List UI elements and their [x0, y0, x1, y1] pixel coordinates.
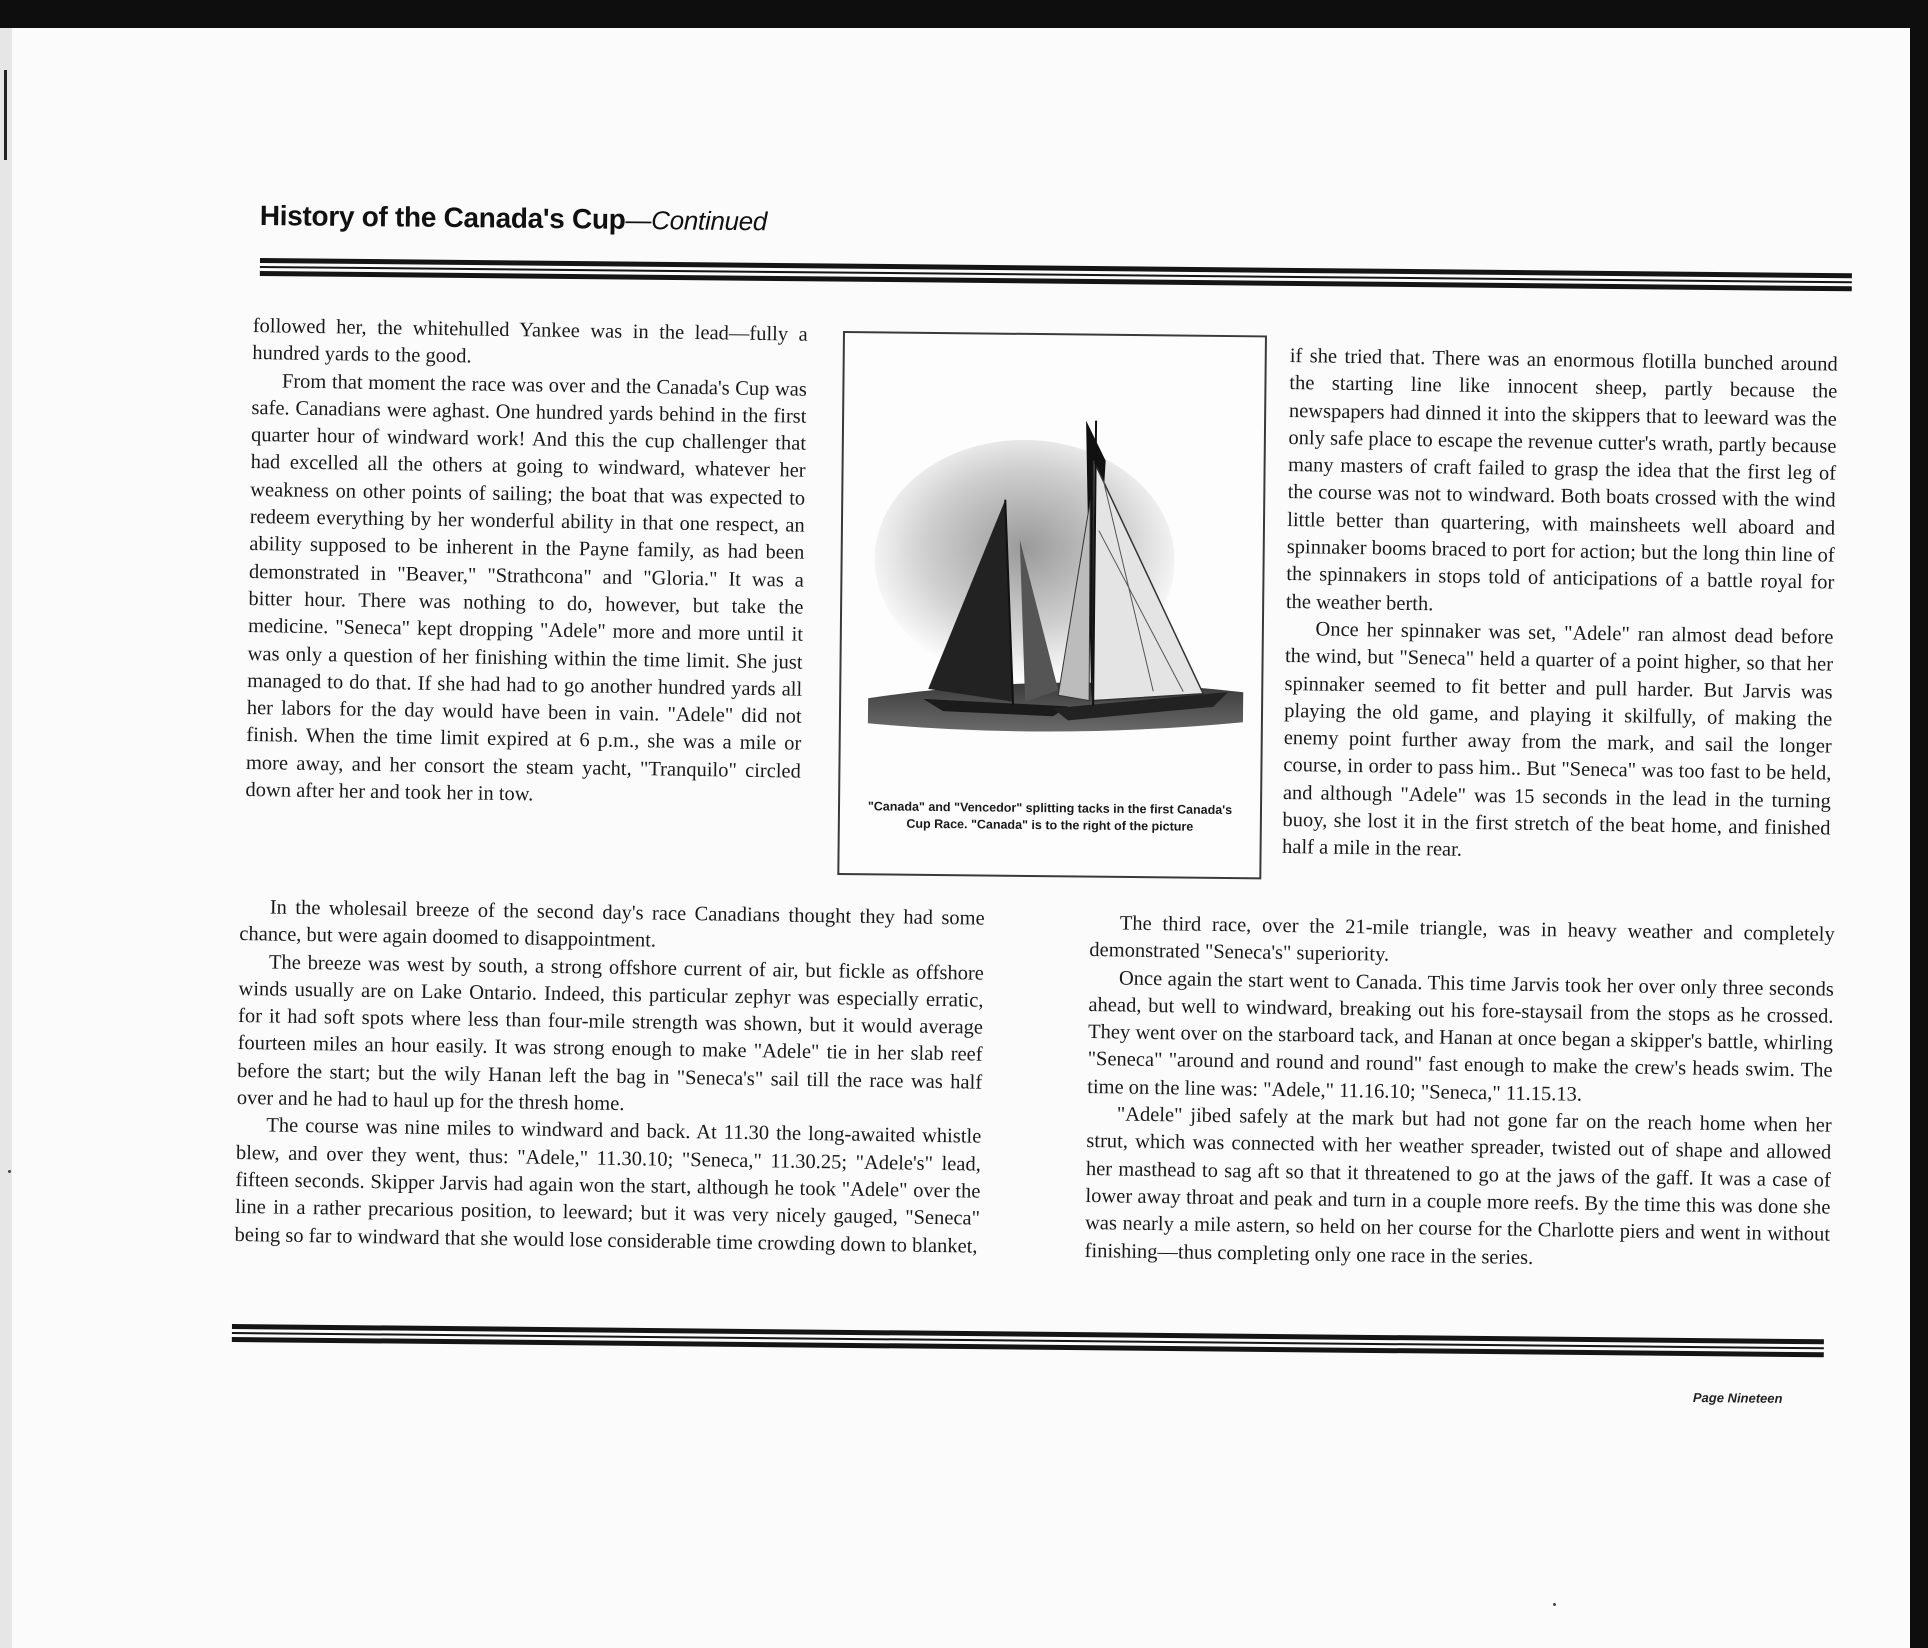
paragraph: Once her spinnaker was set, "Adele" ran almost dead before the wind, but "Seneca" held a quarter of a point higher, so that her spinnaker seemed to fit better and pull harder. But Jarvis was playing the old game, and playing it skilfully, of making the enemy point further away from the mark, and sail the longer course, in order to pass him.. But "Seneca" was too fast to be held, and although "Adele" was 15 seconds in the lead in the turning buoy, she lost it in the first stretch of the beat home, and finished half a mile in the rear. — [1281, 618, 1834, 862]
right-column — [1282, 343, 1838, 870]
figure-box — [837, 331, 1267, 879]
right-lower-column — [1084, 910, 1834, 1277]
paragraph: "Adele" jibed safely at the mark but had not gone far on the reach home when her strut, which was connected with her weather spreader, twisted out of shape and allowed her masthead to sag aft so that it threatened to go at the jaws of the gaff. It was a case of lower away throat and peak and turn in a couple more reefs. By the time this was done she was nearly a mile astern, so held on her course for the Charlotte piers and went in without finishing—thus completing only one race in the series. — [1084, 1103, 1832, 1269]
paragraph: The third race, over the 21-mile triangle, was in heavy weather and completely demonstrated "Seneca's" superiority. — [1089, 912, 1835, 966]
scan-top-edge — [0, 0, 1928, 28]
scan-left-edge — [0, 0, 12, 1648]
paragraph: The course was nine miles to windward and back. At 11.30 the long-awaited whistle blew, and over they went, thus: "Adele," 11.30.10; "Seneca," 11.30.25; "Adele's" lead, fifteen seconds. Skipper Jarvis had again won the start, although he took "Adele" over the line in a rather precarious position, to leeward; but it was very nicely gauged, "Seneca" being so far to windward that she would lose considerable time crowding down to blanket, — [234, 1114, 982, 1258]
paragraph: From that moment the race was over and the Canada's Cup was safe. Canadians were aghast. One hundred yards behind in the first quarter hour of windward work! And this the cup challenger that had excelled all the others at going to windward, whatever her weakness on other points of sailing; the boat that was expected to redeem everything by her wonderful ability in that one respect, an ability supposed to be inherent in the Payne family, as had been demonstrated in "Beaver," "Strathcona" and "Gloria." It was a bitter hour. There was nothing to do, however, but take the medicine. "Seneca" kept dropping "Adele" more and more until it was only a question of her finishing within the time limit. She just managed to do that. If she had had to go another hundred yards all her labors for the day would have been in vain. "Adele" did not finish. When the time limit expired at 6 p.m., she was a mile or more away, and her consort the steam yacht, "Tranquilo" circled down after her and took her in tow. — [245, 370, 808, 806]
page-number: Page Nineteen — [1692, 1390, 1783, 1406]
scan-right-edge — [1910, 0, 1928, 1648]
paragraph: Once again the start went to Canada. This time Jarvis took her over only three seconds ahead, but well to windward, breaking out his fore-staysail from the stops as he crossed. They went over on the starboard tack, and Hanan at once began a skipper's battle, whirling "Seneca" "around and round and round" fast enough to make the crew's heads swim. The time on the line was: "Adele," 11.16.10; "Seneca," 11.15.13. — [1087, 967, 1835, 1106]
paragraph: In the wholesail breeze of the second day's race Canadians thought they had some chance, but were again doomed to disappointment. — [239, 896, 985, 952]
scan-speck — [8, 1170, 11, 1173]
paragraph: The breeze was west by south, a strong offshore current of air, but fickle as offshore winds usually are on Lake Ontario. Indeed, this particular zephyr was especially erratic, for it had soft spots where less than four-mile strength was shown, but it would average fourteen miles an hour easily. It was strong enough to make "Adele" tie in her slab reef before the start; but the wily Hanan left the bag in "Seneca's" sail till the race was half over and he had to haul up for the thresh home. — [236, 951, 985, 1116]
yacht-illustration — [852, 388, 1250, 772]
left-lower-column — [234, 894, 984, 1261]
scan-left-mark — [4, 70, 7, 160]
left-column — [245, 313, 808, 813]
title-continued: —Continued — [625, 204, 768, 237]
header-rule — [260, 258, 1852, 291]
paragraph: if she tried that. There was an enormous flotilla bunched around the starting line like innocent sheep, partly because the newspapers had dinned it into the skippers that to leeward was the only safe place to escape the revenue cutter's wrath, partly because many masters of craft failed to grasp the idea that the first leg of the course was not to windward. Both boats crossed with the wind little better than quartering, with mainsheets well aboard and spinnaker booms braced to port for action; but the long thin line of the spinnakers in stops told of anticipations of a battle royal for the weather berth. — [1285, 344, 1838, 615]
figure-caption: "Canada" and "Vencedor" splitting tacks in the first Canada's Cup Race. "Canada" is to the right of the picture — [867, 799, 1233, 834]
title-text: History of the Canada's Cup — [259, 200, 626, 235]
footer-rule — [232, 1324, 1824, 1357]
paragraph: followed her, the whitehulled Yankee was in the lead—fully a hundred yards to the good. — [252, 314, 808, 368]
page-title — [260, 200, 768, 237]
scan-speck — [1553, 1603, 1556, 1606]
